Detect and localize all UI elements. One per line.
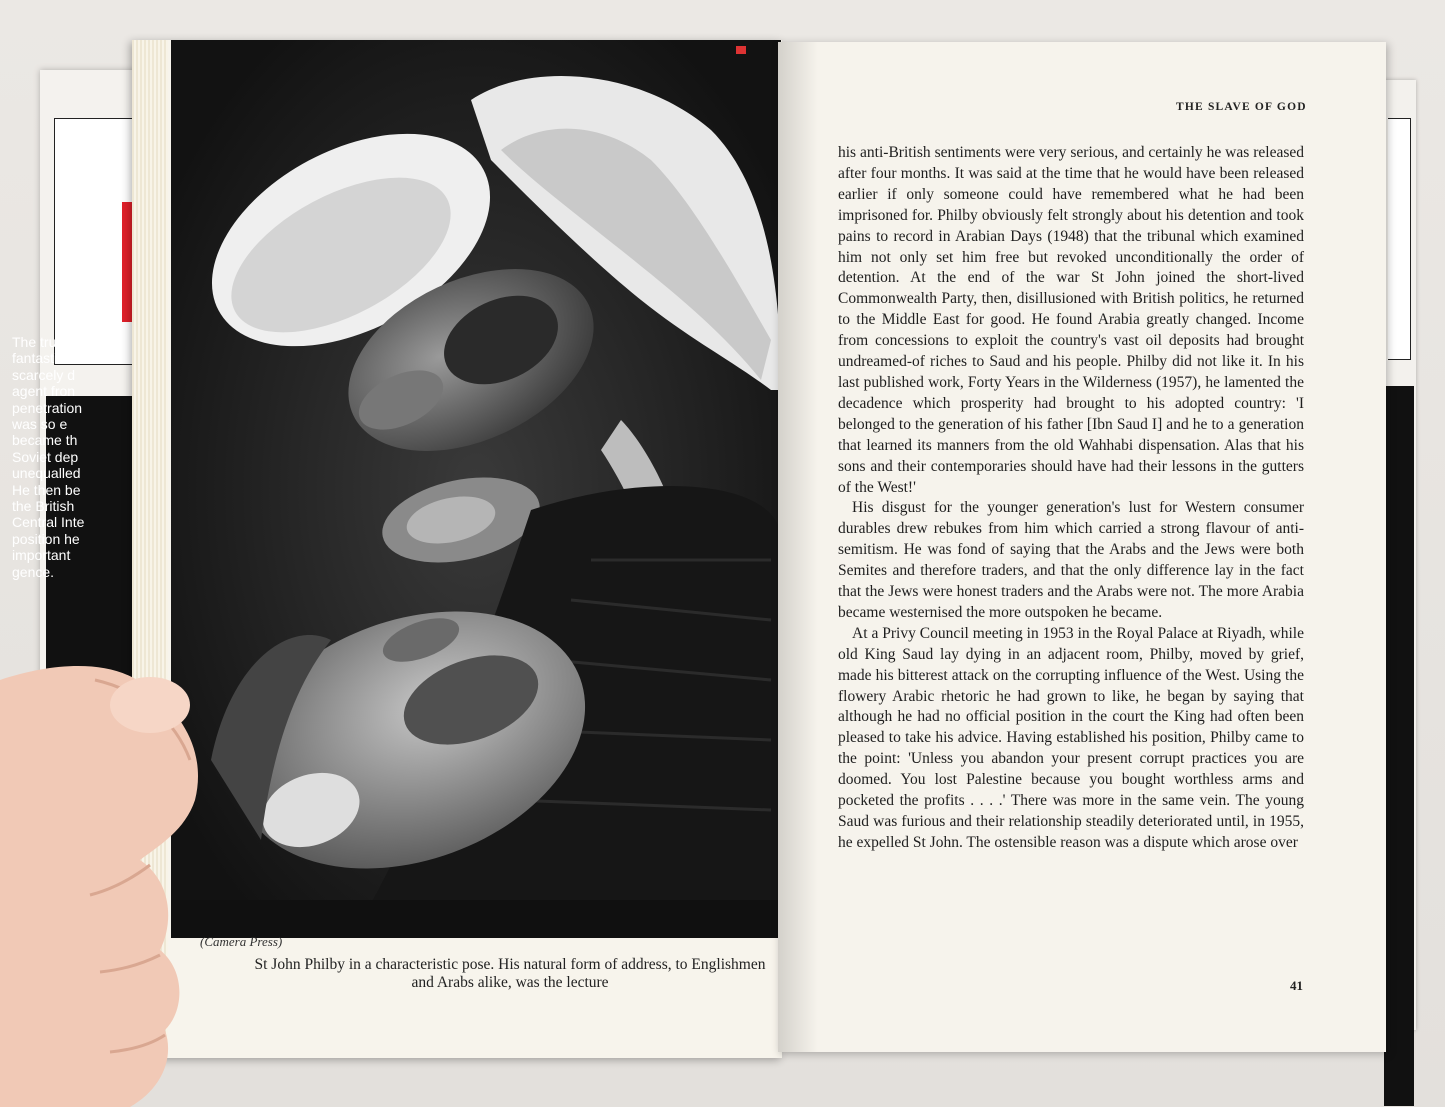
paragraph: his anti-British sentiments were very serious, and certainly he was released after four months. It was said at the time that he would have been released earlier if only someone could have remembered what he had been imprisoned for. Philby obviously felt strongly about his detention and took pains to record in Arabian Days (1948) that the tribunal which examined him not only set him free but revoked unconditionally the order of detention. At the end of the war St John joined the short-lived Commonwealth Party, then, disillusioned with British politics, he returned to the Middle East for good. He found Arabia greatly changed. Income from concessions to exploit the country's vast oil deposits had brought undreamed-of riches to Saud and his people. Philby did not like it. In his last published work, Forty Years in the Wilderness (1957), he lamented the decadence which prosperity had brought to his adopted country: 'I belonged to the generation of his father [Ibn Saud I] and he to a generation that learned its manners from the old Wahhabi dispensation. Alas that his sons and their contemporaries should have had their lessons in the gutters of the West!' [838,144,1304,496]
photograph [171,40,781,938]
photo-credit: (Camera Press) [200,934,283,949]
spine-red-edge [736,46,746,54]
jacket-frame-right [1388,118,1411,360]
running-head: THE SLAVE OF GOD [1176,101,1307,113]
left-page [132,40,782,1058]
jacket-black-panel-right [1384,386,1414,1106]
jacket-blurb-text: The true s fantastic t scarcely d agent fron penetration was so e became th Soviet dep unequalled He then be the British Central Inte position he important gence. [12,334,85,580]
photo-caption: St John Philby in a characteristic pose. His natural form of address, to Englishmen and Arabs alike, was the lecture [254,956,766,991]
page-number: 41 [1290,978,1303,993]
paragraph: At a Privy Council meeting in 1953 in the Royal Palace at Riyadh, while old King Saud lay dying in an adjacent room, Philby, moved by grief, made his bitterest attack on the corrupting influence of the West. Using the flowery Arabic rhetoric he had grown to like, he began by saying that although he had no official position in the court the King had often been pleased to take his advice. Having established his position, Philby came to the point: 'Unless you abandon your present corrupt practices you are doomed. You lost Palestine because you bought worthless arms and pocketed the profits . . . .' There was more in the same vein. The young Saud was furious and their relationship steadily deteriorated until, in 1955, he expelled St John. The ostensible reason was a dispute which arose over [838,624,1304,851]
photograph-illustration [171,40,781,938]
dust-jacket-right-flap [1382,80,1416,1030]
body-text [838,143,1304,854]
page-gutter-shadow [778,42,818,1052]
paragraph: His disgust for the younger generation's lust for Western consumer durables drew rebukes from him which carried a strong flavour of anti-semitism. He was fond of saying that the Arabs and the Jews were both Semites and therefore traders, and that the only difference lay in the fact that the Jews were honest traders and the Arabs were not. The more Arabia became westernised the more outspoken he became. [838,499,1304,621]
page-edges [132,40,168,1058]
